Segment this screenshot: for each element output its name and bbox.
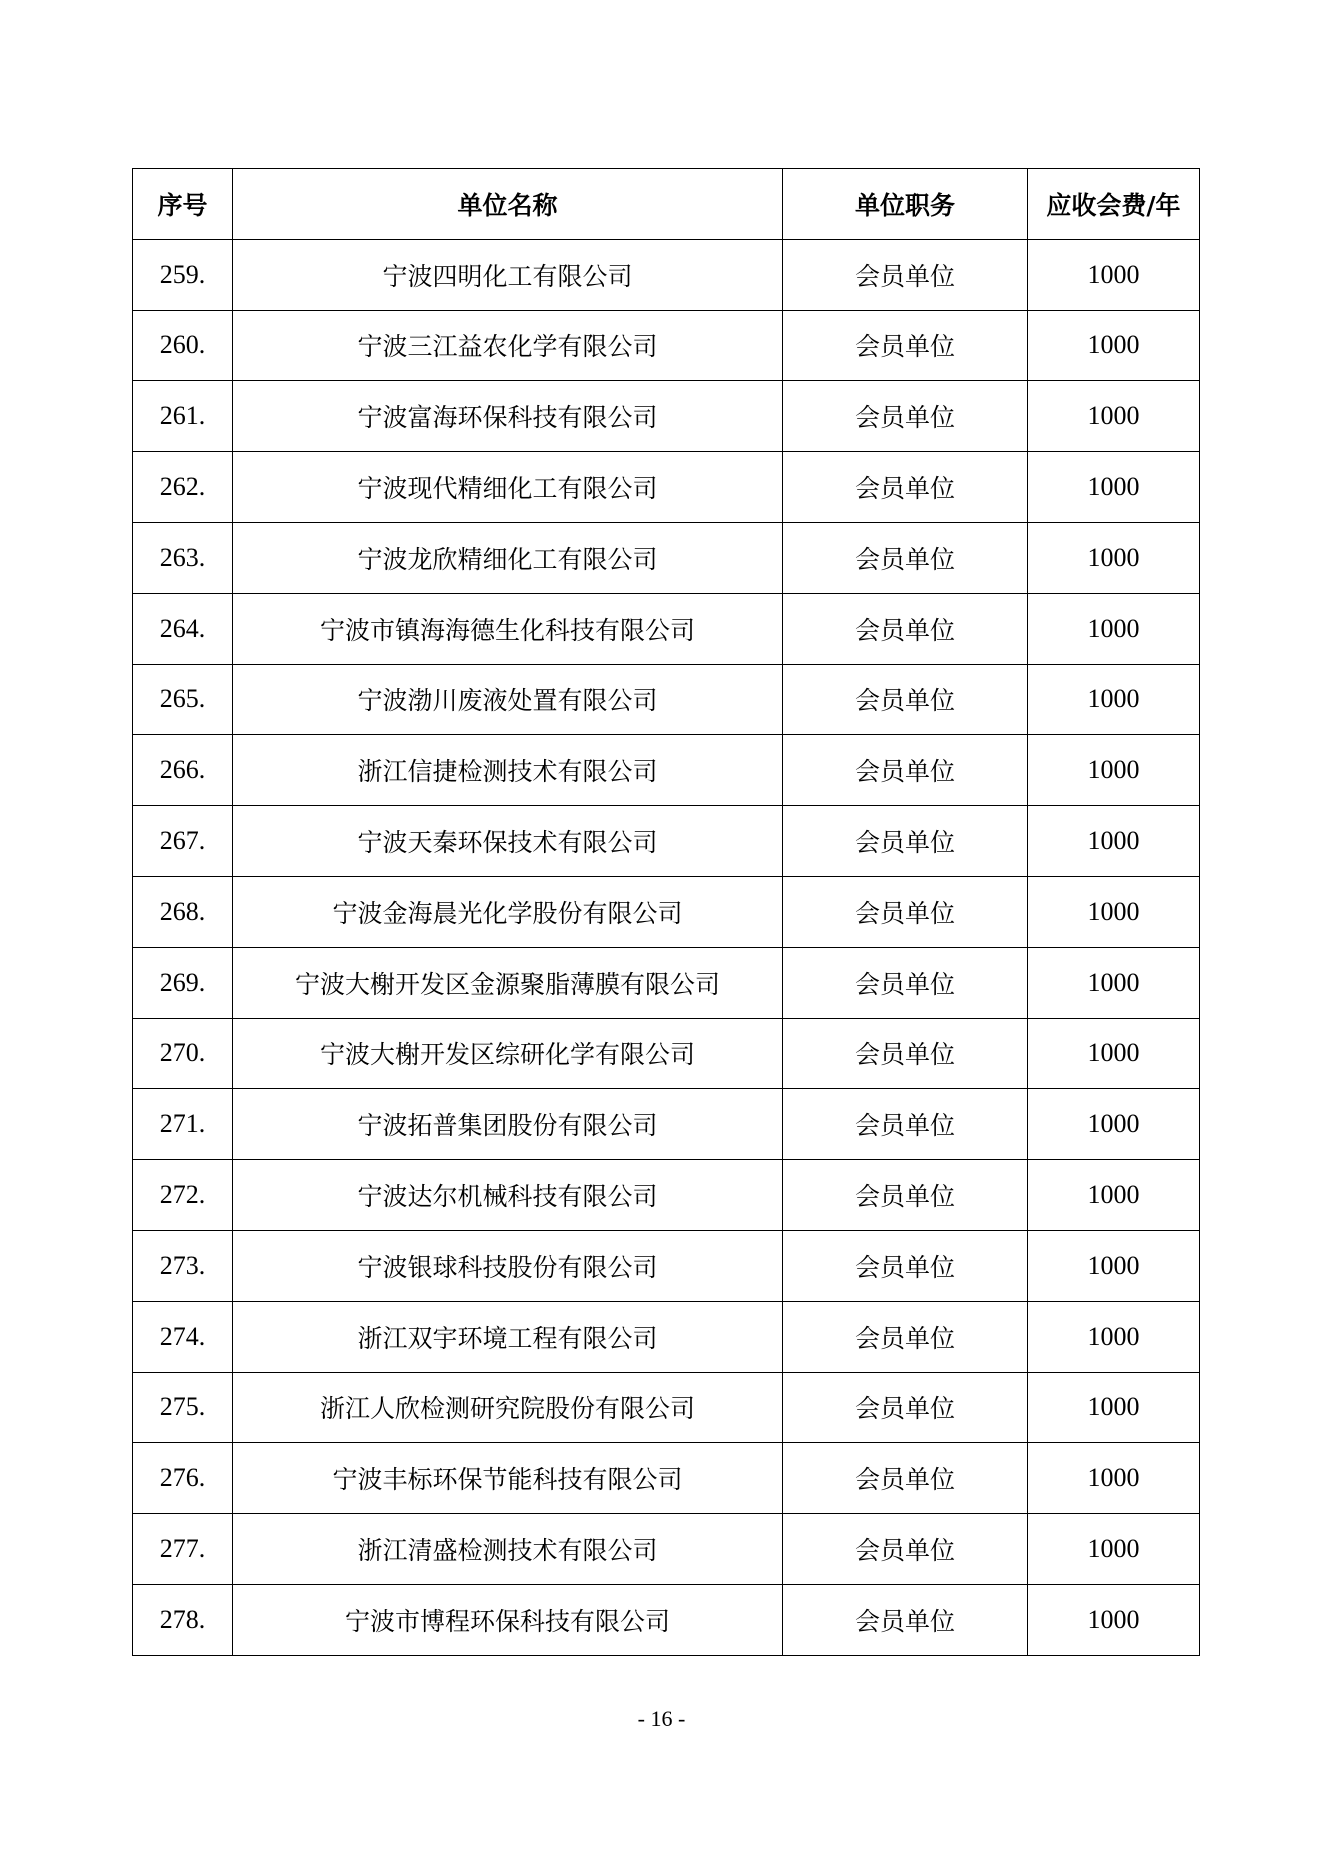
cell-index: 278. [133, 1584, 233, 1655]
cell-fee: 1000 [1028, 1584, 1200, 1655]
table-row [133, 1160, 1200, 1231]
cell-fee: 1000 [1028, 522, 1200, 593]
cell-index: 275. [133, 1372, 233, 1443]
cell-index: 260. [133, 310, 233, 381]
cell-company-name: 浙江双宇环境工程有限公司 [233, 1301, 783, 1372]
cell-index: 271. [133, 1089, 233, 1160]
table-row [133, 1372, 1200, 1443]
cell-company-name: 宁波四明化工有限公司 [233, 239, 783, 310]
cell-fee: 1000 [1028, 664, 1200, 735]
table-row [133, 310, 1200, 381]
member-fee-table [132, 168, 1200, 1656]
table-row [133, 1089, 1200, 1160]
cell-role: 会员单位 [783, 310, 1028, 381]
cell-company-name: 宁波丰标环保节能科技有限公司 [233, 1443, 783, 1514]
cell-fee: 1000 [1028, 1160, 1200, 1231]
cell-company-name: 宁波大榭开发区综研化学有限公司 [233, 1018, 783, 1089]
table-row [133, 1514, 1200, 1585]
cell-role: 会员单位 [783, 664, 1028, 735]
cell-role: 会员单位 [783, 1160, 1028, 1231]
cell-role: 会员单位 [783, 1514, 1028, 1585]
table-row [133, 1584, 1200, 1655]
cell-company-name: 宁波拓普集团股份有限公司 [233, 1089, 783, 1160]
cell-fee: 1000 [1028, 1230, 1200, 1301]
cell-role: 会员单位 [783, 1089, 1028, 1160]
cell-index: 274. [133, 1301, 233, 1372]
cell-company-name: 宁波富海环保科技有限公司 [233, 381, 783, 452]
cell-role: 会员单位 [783, 1018, 1028, 1089]
cell-index: 269. [133, 947, 233, 1018]
cell-role: 会员单位 [783, 1443, 1028, 1514]
header-fee: 应收会费/年 [1028, 169, 1200, 240]
cell-role: 会员单位 [783, 593, 1028, 664]
cell-fee: 1000 [1028, 1443, 1200, 1514]
cell-role: 会员单位 [783, 1301, 1028, 1372]
table-row [133, 381, 1200, 452]
cell-fee: 1000 [1028, 1018, 1200, 1089]
cell-company-name: 宁波渤川废液处置有限公司 [233, 664, 783, 735]
cell-index: 259. [133, 239, 233, 310]
cell-company-name: 浙江信捷检测技术有限公司 [233, 735, 783, 806]
table-row [133, 593, 1200, 664]
cell-fee: 1000 [1028, 452, 1200, 523]
table-body [133, 239, 1200, 1655]
cell-index: 268. [133, 876, 233, 947]
cell-company-name: 宁波天秦环保技术有限公司 [233, 806, 783, 877]
table-row [133, 1018, 1200, 1089]
header-row [133, 169, 1200, 240]
cell-fee: 1000 [1028, 1089, 1200, 1160]
cell-company-name: 宁波三江益农化学有限公司 [233, 310, 783, 381]
cell-role: 会员单位 [783, 735, 1028, 806]
cell-role: 会员单位 [783, 1230, 1028, 1301]
cell-role: 会员单位 [783, 947, 1028, 1018]
table-row [133, 664, 1200, 735]
cell-role: 会员单位 [783, 452, 1028, 523]
cell-fee: 1000 [1028, 1301, 1200, 1372]
cell-role: 会员单位 [783, 1584, 1028, 1655]
cell-index: 265. [133, 664, 233, 735]
cell-index: 261. [133, 381, 233, 452]
cell-fee: 1000 [1028, 593, 1200, 664]
table-row [133, 876, 1200, 947]
table-row [133, 735, 1200, 806]
cell-fee: 1000 [1028, 310, 1200, 381]
page-number: - 16 - [637, 1706, 686, 1731]
cell-company-name: 浙江清盛检测技术有限公司 [233, 1514, 783, 1585]
cell-fee: 1000 [1028, 947, 1200, 1018]
table-row [133, 522, 1200, 593]
cell-company-name: 浙江人欣检测研究院股份有限公司 [233, 1372, 783, 1443]
table-row [133, 806, 1200, 877]
cell-company-name: 宁波市博程环保科技有限公司 [233, 1584, 783, 1655]
table-row [133, 1230, 1200, 1301]
table-row [133, 239, 1200, 310]
cell-company-name: 宁波银球科技股份有限公司 [233, 1230, 783, 1301]
cell-index: 273. [133, 1230, 233, 1301]
cell-company-name: 宁波达尔机械科技有限公司 [233, 1160, 783, 1231]
cell-role: 会员单位 [783, 381, 1028, 452]
cell-fee: 1000 [1028, 239, 1200, 310]
table-row [133, 452, 1200, 523]
table-row [133, 1301, 1200, 1372]
header-role: 单位职务 [783, 169, 1028, 240]
cell-index: 264. [133, 593, 233, 664]
cell-index: 276. [133, 1443, 233, 1514]
cell-company-name: 宁波现代精细化工有限公司 [233, 452, 783, 523]
table-header [133, 169, 1200, 240]
header-index: 序号 [133, 169, 233, 240]
table-row [133, 1443, 1200, 1514]
cell-fee: 1000 [1028, 381, 1200, 452]
cell-role: 会员单位 [783, 522, 1028, 593]
cell-role: 会员单位 [783, 1372, 1028, 1443]
cell-fee: 1000 [1028, 1514, 1200, 1585]
cell-company-name: 宁波金海晨光化学股份有限公司 [233, 876, 783, 947]
cell-index: 263. [133, 522, 233, 593]
cell-index: 262. [133, 452, 233, 523]
cell-index: 270. [133, 1018, 233, 1089]
cell-company-name: 宁波大榭开发区金源聚脂薄膜有限公司 [233, 947, 783, 1018]
cell-index: 267. [133, 806, 233, 877]
cell-index: 277. [133, 1514, 233, 1585]
cell-index: 272. [133, 1160, 233, 1231]
cell-fee: 1000 [1028, 1372, 1200, 1443]
cell-fee: 1000 [1028, 806, 1200, 877]
cell-role: 会员单位 [783, 806, 1028, 877]
table-row [133, 947, 1200, 1018]
cell-company-name: 宁波市镇海海德生化科技有限公司 [233, 593, 783, 664]
cell-fee: 1000 [1028, 876, 1200, 947]
cell-role: 会员单位 [783, 876, 1028, 947]
cell-role: 会员单位 [783, 239, 1028, 310]
cell-index: 266. [133, 735, 233, 806]
cell-fee: 1000 [1028, 735, 1200, 806]
cell-company-name: 宁波龙欣精细化工有限公司 [233, 522, 783, 593]
header-name: 单位名称 [233, 169, 783, 240]
